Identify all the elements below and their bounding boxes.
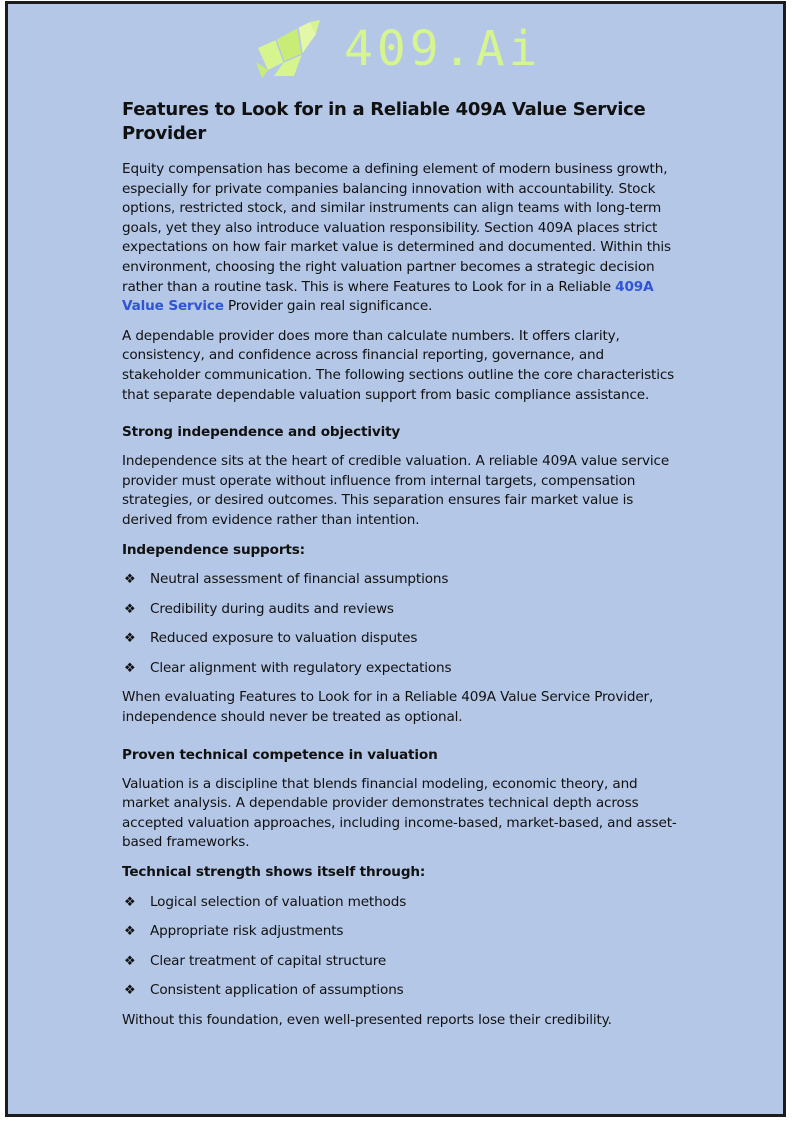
document-page bbox=[5, 1, 786, 1117]
list-item bbox=[122, 600, 682, 620]
brand-wordmark: 409.Ai bbox=[344, 21, 542, 77]
list-item-text: Reduced exposure to valuation disputes bbox=[150, 630, 418, 647]
list-heading-technical: Technical strength shows itself through: bbox=[122, 864, 426, 881]
list-item bbox=[122, 893, 682, 913]
list-item-text: Credibility during audits and reviews bbox=[150, 600, 394, 617]
article-title: Features to Look for in a Reliable 409A Value Service Provider bbox=[122, 99, 646, 144]
brand-logo bbox=[254, 18, 554, 80]
list-item-text: Logical selection of valuation methods bbox=[150, 893, 407, 910]
list-item-text: Clear alignment with regulatory expectations bbox=[150, 659, 452, 676]
diamond-bullet-icon: ❖ bbox=[124, 601, 136, 617]
section-closing-independence: When evaluating Features to Look for in a Reliable 409A Value Service Provider, independence should never be treated as optional. bbox=[122, 689, 654, 726]
diamond-bullet-icon: ❖ bbox=[124, 572, 136, 588]
diamond-bullet-icon: ❖ bbox=[124, 983, 136, 999]
diamond-bullet-icon: ❖ bbox=[124, 953, 136, 969]
section-heading-independence: Strong independence and objectivity bbox=[122, 424, 401, 441]
section-heading-technical: Proven technical competence in valuation bbox=[122, 746, 438, 763]
diamond-bullet-icon: ❖ bbox=[124, 894, 136, 910]
list-item bbox=[122, 629, 682, 649]
intro-paragraph-1 bbox=[122, 160, 682, 317]
intro-paragraph-2: A dependable provider does more than calculate numbers. It offers clarity, consistency, and confidence across financial reporting, governance, and stakeholder communication. The following sections outline the core characteristics that separate dependable valuation support from basic compliance assistance. bbox=[122, 327, 675, 403]
technical-list bbox=[122, 893, 682, 1001]
intro-text-before-link: Equity compensation has become a defining element of modern business growth, especially for private companies balancing innovation with accountability. Stock options, restricted stock, and similar instruments can align teams with long-term goals, yet they also introduce valuation responsibility. Section 409A places strict expectations on how fair market value is determined and documented. Within this environment, choosing the right valuation partner becomes a strategic decision rather than a routine task. This is where Features to Look for in a Reliable bbox=[122, 161, 671, 295]
diamond-bullet-icon: ❖ bbox=[124, 660, 136, 676]
independence-list bbox=[122, 570, 682, 678]
list-item-text: Clear treatment of capital structure bbox=[150, 952, 387, 969]
list-item bbox=[122, 659, 682, 679]
section-body-independence: Independence sits at the heart of credible valuation. A reliable 409A value service provider must operate without influence from internal targets, compensation strategies, or desired outcomes. This separation ensures fair market value is derived from evidence rather than intention. bbox=[122, 453, 670, 528]
list-item-text: Appropriate risk adjustments bbox=[150, 923, 344, 940]
section-body-technical: Valuation is a discipline that blends financial modeling, economic theory, and market analysis. A dependable provider demonstrates technical depth across accepted valuation approaches, including income-based, market-based, and asset-based frameworks. bbox=[122, 775, 677, 851]
list-item bbox=[122, 570, 682, 590]
list-item bbox=[122, 981, 682, 1001]
list-item-text: Neutral assessment of financial assumptions bbox=[150, 571, 449, 588]
list-heading-independence: Independence supports: bbox=[122, 541, 305, 558]
intro-text-after-link: Provider gain real significance. bbox=[223, 298, 433, 315]
article-body bbox=[122, 98, 682, 1041]
list-item-text: Consistent application of assumptions bbox=[150, 982, 404, 999]
diamond-bullet-icon: ❖ bbox=[124, 631, 136, 647]
409a-value-service-link[interactable]: 409A Value Service bbox=[122, 278, 654, 315]
list-item bbox=[122, 922, 682, 942]
section-closing-technical: Without this foundation, even well-presented reports lose their credibility. bbox=[122, 1012, 612, 1028]
origami-crane-icon bbox=[254, 18, 326, 80]
diamond-bullet-icon: ❖ bbox=[124, 924, 136, 940]
list-item bbox=[122, 952, 682, 972]
